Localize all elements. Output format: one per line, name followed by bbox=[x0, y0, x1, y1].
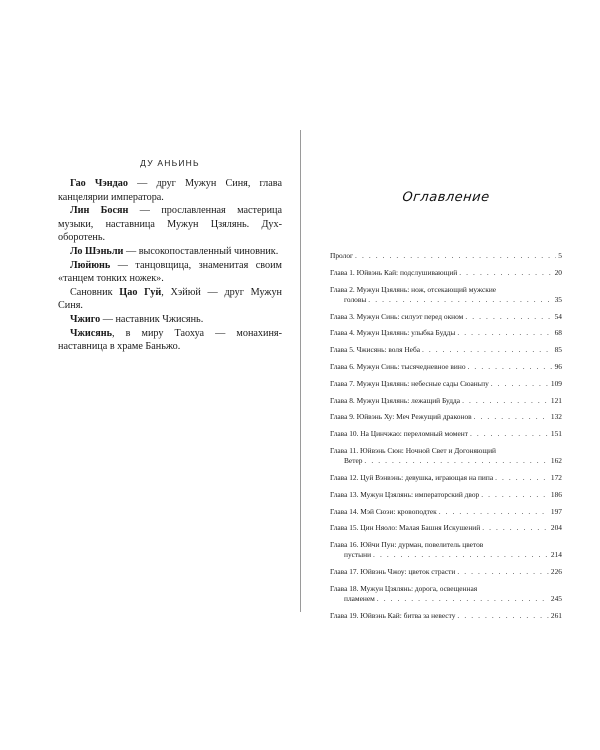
page-gutter-divider bbox=[300, 130, 301, 612]
toc-page-number: 151 bbox=[550, 429, 562, 439]
toc-chapter-title: Глава 3. Мужун Синь: силуэт перед окном bbox=[330, 311, 464, 321]
toc-leader-dots bbox=[422, 345, 553, 355]
toc-entry bbox=[330, 312, 562, 322]
toc-leader-dots bbox=[468, 362, 553, 372]
toc-leader-dots bbox=[482, 523, 549, 533]
toc-chapter-title: Глава 8. Мужун Цзялянь: лежащий Будда bbox=[330, 395, 461, 405]
character-description: — наставник Чжисянь. bbox=[100, 313, 204, 325]
character-entry bbox=[58, 245, 282, 259]
toc-entry bbox=[330, 507, 562, 517]
toc-entry bbox=[330, 523, 562, 533]
toc-leader-dots bbox=[377, 594, 549, 604]
toc-leader-dots bbox=[355, 251, 556, 261]
toc-page-number: 20 bbox=[554, 267, 562, 277]
toc-leader-dots bbox=[457, 567, 549, 577]
toc-page-number: 85 bbox=[554, 345, 562, 355]
toc-chapter-title: Глава 11. Юйвэнь Сюн: Ночной Свет и Догоняющий bbox=[330, 445, 497, 455]
character-entry bbox=[58, 313, 282, 327]
toc-page-number: 54 bbox=[554, 311, 562, 321]
toc-page-number: 245 bbox=[550, 594, 562, 604]
toc-entry bbox=[330, 473, 562, 483]
character-list bbox=[58, 177, 282, 354]
toc-leader-dots bbox=[495, 473, 549, 483]
toc-chapter-title: Глава 16. Юйчи Пун: дурман, повелитель цветов bbox=[330, 540, 484, 550]
toc-leader-dots bbox=[465, 312, 552, 322]
toc-chapter-title: Глава 5. Чжисянь: воля Неба bbox=[330, 345, 420, 355]
toc-chapter-title: Глава 1. Юйвэнь Кай: подслушивающий bbox=[330, 267, 458, 277]
character-description: — высокопоставленный чиновник. bbox=[123, 245, 279, 257]
toc-chapter-title: Пролог bbox=[330, 251, 354, 260]
toc-leader-dots bbox=[368, 295, 552, 305]
character-description: , Хэйюй — друг Мужун Синя. bbox=[58, 286, 283, 312]
toc-leader-dots bbox=[470, 429, 549, 439]
toc-entry bbox=[330, 379, 562, 389]
character-name: Чжисянь bbox=[70, 327, 113, 339]
toc-page-number: 96 bbox=[554, 361, 562, 371]
toc-leader-dots bbox=[373, 550, 549, 560]
toc-page-number: 186 bbox=[550, 489, 562, 499]
character-entry bbox=[58, 286, 282, 313]
toc-page-number: 261 bbox=[550, 610, 562, 620]
toc-entry bbox=[330, 446, 562, 466]
toc-page-number: 132 bbox=[550, 412, 562, 422]
toc-leader-dots bbox=[481, 490, 549, 500]
running-head: ДУ АНЬИНЬ bbox=[140, 158, 200, 168]
toc-leader-dots bbox=[474, 412, 549, 422]
toc-page-number: 162 bbox=[550, 456, 562, 466]
toc-leader-dots bbox=[457, 611, 548, 621]
toc-page-number: 204 bbox=[550, 523, 562, 533]
toc-chapter-title: Глава 15. Цин Няоло: Малая Башня Искушений bbox=[330, 523, 481, 533]
character-entry bbox=[58, 259, 282, 286]
character-entry bbox=[58, 177, 282, 204]
character-description: — друг Мужун Синя, глава канцелярии императора. bbox=[58, 178, 282, 203]
toc-chapter-title: Глава 10. На Цинчжао: переломный момент bbox=[330, 429, 468, 439]
toc-page-number: 68 bbox=[554, 328, 562, 338]
toc-chapter-title: Глава 18. Мужун Цзялянь: дорога, освещенная bbox=[330, 583, 478, 593]
toc-entry bbox=[330, 611, 562, 621]
toc-chapter-title: Глава 7. Мужун Цзялянь: небесные сады Сюаньпу bbox=[330, 378, 489, 388]
toc-entry bbox=[330, 584, 562, 604]
toc-chapter-title: Глава 2. Мужун Цзялянь: нож, отсекающий мужские bbox=[330, 284, 497, 294]
toc-page-number: 172 bbox=[550, 472, 562, 482]
toc-entry bbox=[330, 490, 562, 500]
table-of-contents bbox=[330, 251, 562, 621]
character-name: Гао Чэндао bbox=[70, 178, 128, 189]
character-prefix: Сановник bbox=[70, 286, 120, 298]
character-name: Люйюнь bbox=[70, 259, 111, 271]
toc-leader-dots bbox=[364, 456, 548, 466]
toc-entry bbox=[330, 285, 562, 305]
toc-entry bbox=[330, 362, 562, 372]
toc-chapter-title-cont: головы bbox=[344, 294, 367, 304]
toc-entry bbox=[330, 567, 562, 577]
toc-leader-dots bbox=[462, 396, 549, 406]
character-description: — прославленная мастерица музыки, наставница Мужун Цзялянь. Дух-оборотень. bbox=[58, 205, 283, 244]
toc-chapter-title: Глава 12. Цуй Вэнвэнь: девушка, играющая на пипа bbox=[330, 472, 494, 482]
toc-entry bbox=[330, 540, 562, 560]
toc-leader-dots bbox=[459, 268, 552, 278]
right-page bbox=[330, 190, 562, 628]
toc-page-number: 121 bbox=[550, 395, 562, 405]
toc-page-number: 109 bbox=[550, 378, 562, 388]
toc-chapter-title-cont: пламенем bbox=[344, 594, 375, 604]
left-page bbox=[58, 158, 282, 354]
toc-leader-dots bbox=[457, 328, 552, 338]
character-description: — танцовщица, знаменитая своим «танцем тонких ножек». bbox=[58, 259, 282, 285]
toc-entry bbox=[330, 268, 562, 278]
toc-chapter-title: Глава 6. Мужун Синь: тысячедневное вино bbox=[330, 361, 466, 371]
toc-entry bbox=[330, 251, 562, 261]
toc-chapter-title: Глава 17. Юйвэнь Чжоу: цветок страсти bbox=[330, 567, 456, 577]
character-name: Чжиго bbox=[70, 313, 101, 325]
character-name: Лин Босян bbox=[70, 205, 129, 217]
toc-page-number: 197 bbox=[550, 506, 562, 516]
toc-entry bbox=[330, 345, 562, 355]
toc-chapter-title: Глава 4. Мужун Цзялянь: улыбка Будды bbox=[330, 328, 456, 338]
toc-page-number: 226 bbox=[550, 567, 562, 577]
character-description: , в миру Таохуа — монахиня-наставница в храме Баньжо. bbox=[58, 327, 282, 353]
toc-title: Оглавление bbox=[401, 190, 491, 205]
character-name: Ло Шэньли bbox=[70, 245, 124, 257]
toc-page-number: 214 bbox=[550, 550, 562, 560]
character-entry bbox=[58, 204, 282, 245]
character-entry bbox=[58, 327, 282, 354]
toc-chapter-title: Глава 14. Мэй Сюэи: кровоподтек bbox=[330, 506, 437, 516]
toc-entry bbox=[330, 328, 562, 338]
character-name: Цао Гуй bbox=[119, 286, 162, 298]
toc-chapter-title-cont: Ветер bbox=[344, 456, 363, 466]
toc-entry bbox=[330, 396, 562, 406]
toc-leader-dots bbox=[491, 379, 549, 389]
toc-chapter-title: Глава 9. Юйвэнь Ху: Меч Режущий драконов bbox=[330, 412, 472, 422]
toc-page-number: 5 bbox=[558, 251, 562, 260]
toc-page-number: 35 bbox=[554, 294, 562, 304]
toc-leader-dots bbox=[439, 507, 549, 517]
toc-chapter-title: Глава 13. Мужун Цзялянь: императорский двор bbox=[330, 489, 480, 499]
toc-chapter-title: Глава 19. Юйвэнь Кай: битва за невесту bbox=[330, 610, 456, 620]
toc-entry bbox=[330, 429, 562, 439]
toc-chapter-title-cont: пустыни bbox=[344, 550, 372, 560]
toc-entry bbox=[330, 412, 562, 422]
